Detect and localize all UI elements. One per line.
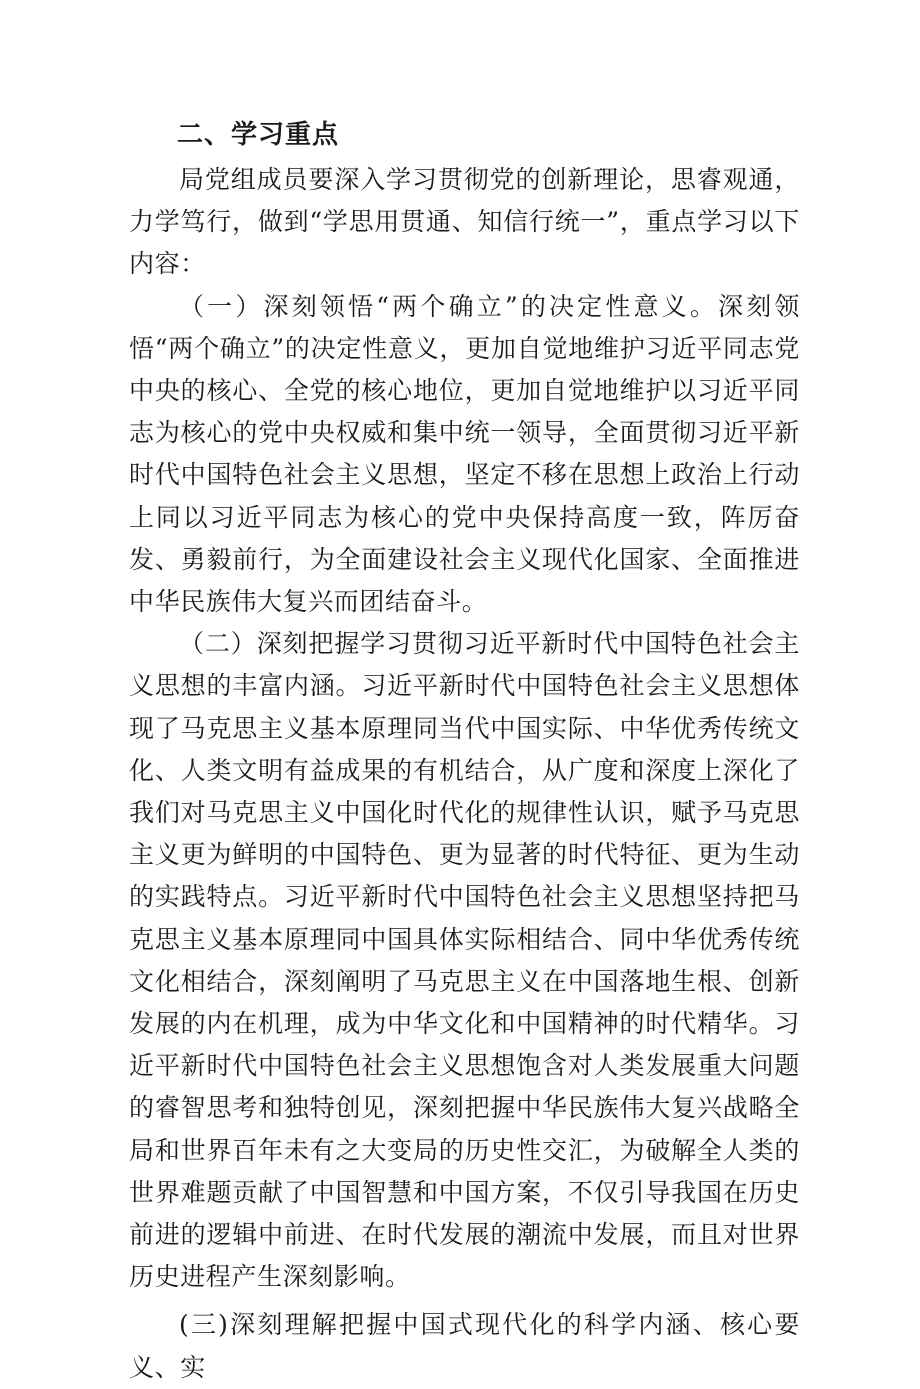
- paragraph-item-one: （一）深刻领悟“两个确立”的决定性意义。深刻领悟“两个确立”的决定性意义，更加自觉地维护习近平同志党中央的核心、全党的核心地位，更加自觉地维护以习近平同志为核心的党中央权威和集中统一领导，全面贯彻习近平新时代中国特色社会主义思想，坚定不移在思想上政治上行动上同以习近平同志为核心的党中央保持高度一致，阵厉奋发、勇毅前行，为全面建设社会主义现代化国家、全面推进中华民族伟大复兴而团结奋斗。: [129, 291, 800, 617]
- intro-paragraph: 局党组成员要深入学习贯彻党的创新理论，思睿观通，力学笃行，做到“学思用贯通、知信行统一”，重点学习以下内容：: [129, 165, 800, 279]
- section-heading: 二、学习重点: [177, 120, 340, 150]
- paragraph-item-three: (三)深刻理解把握中国式现代化的科学内涵、核心要义、实: [129, 1310, 800, 1382]
- paragraph-item-two: （二）深刻把握学习贯彻习近平新时代中国特色社会主义思想的丰富内涵。习近平新时代中国特色社会主义思想体现了马克思主义基本原理同当代中国实际、中华优秀传统文化、人类文明有益成果的有机结合，从广度和深度上深化了我们对马克思主义中国化时代化的规律性认识，赋予马克思主义更为鲜明的中国特色、更为显著的时代特征、更为生动的实践特点。习近平新时代中国特色社会主义思想坚持把马克思主义基本原理同中国具体实际相结合、同中华优秀传统文化相结合，深刻阐明了马克思主义在中国落地生根、创新发展的内在机理，成为中华文化和中国精神的时代精华。习近平新时代中国特色社会主义思想饱含对人类发展重大问题的睿智思考和独特创见，深刻把握中华民族伟大复兴战略全局和世界百年未有之大变局的历史性交汇，为破解全人类的世界难题贡献了中国智慧和中国方案，不仅引导我国在历史前进的逻辑中前进、在时代发展的潮流中发展，而且对世界历史进程产生深刻影响。: [129, 629, 800, 1292]
